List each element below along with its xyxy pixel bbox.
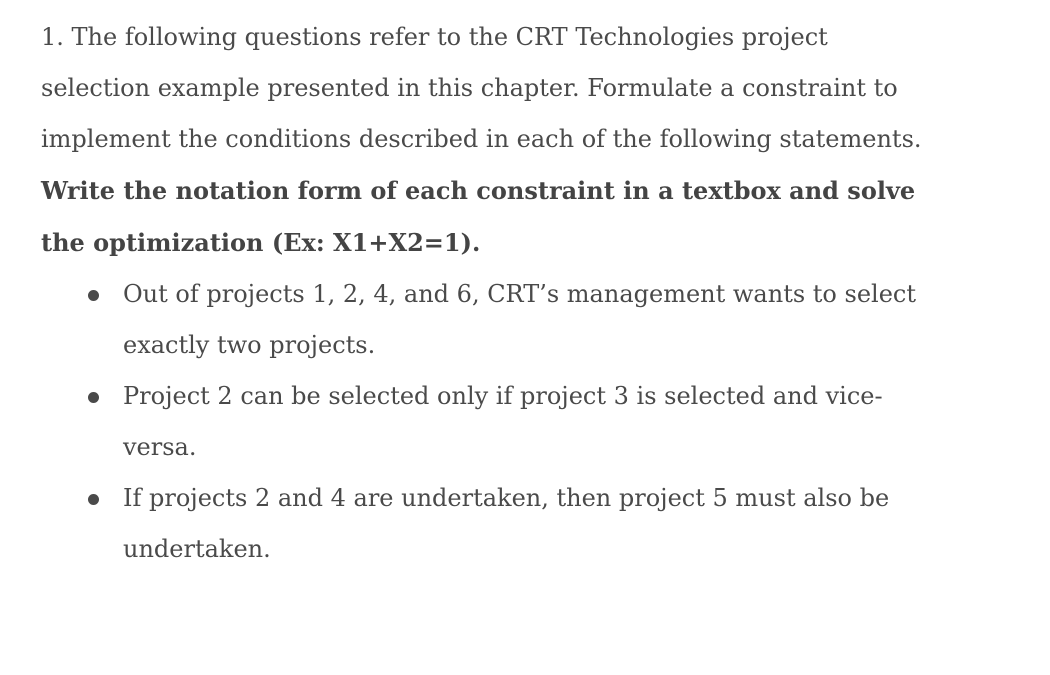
bullet-icon bbox=[88, 392, 99, 403]
statement-item bbox=[41, 473, 941, 575]
question-paragraph bbox=[41, 12, 941, 269]
statement-text: Project 2 can be selected only if project 3 is selected and vice-versa. bbox=[123, 382, 883, 461]
statement-item bbox=[41, 269, 941, 371]
statement-text: If projects 2 and 4 are undertaken, then project 5 must also be undertaken. bbox=[123, 484, 890, 563]
statement-item bbox=[41, 371, 941, 473]
bullet-icon bbox=[88, 290, 99, 301]
bullet-icon bbox=[88, 494, 99, 505]
question-block bbox=[41, 12, 941, 575]
statement-text: Out of projects 1, 2, 4, and 6, CRT’s management wants to select exactly two projects. bbox=[123, 280, 916, 359]
question-number: 1. bbox=[41, 23, 64, 51]
question-instruction: Write the notation form of each constraint in a textbox and solve the optimization (Ex: X1+X2=1). bbox=[41, 176, 916, 257]
question-intro: The following questions refer to the CRT Technologies project selection example presented in this chapter. Formulate a constraint to implement the conditions described in each of the following statements. bbox=[41, 23, 922, 153]
statement-list bbox=[41, 269, 941, 575]
